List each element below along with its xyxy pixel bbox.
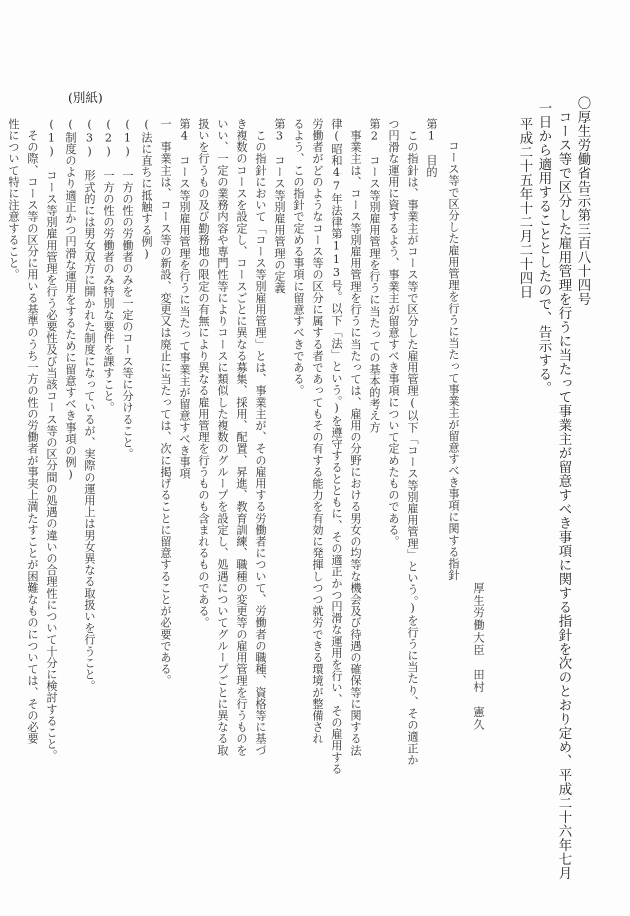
section-3-line-3: いい、一定の業務内容や専門性等によりコースに類似した複数のグループを設定し、処遇についてグループごとに異なる取 [216,118,229,756]
section-2-line-3: 労働者がどのようなコース等の区分に属する者であってもその有する能力を有効に発揮しつつ就労できる環境が整備され [311,118,324,745]
section-2-heading: 第2 コース等別雇用管理を行うに当たっての基本的考え方 [368,118,381,433]
notice-date: 平成二十五年十二月二十四日 [517,103,532,299]
section-1-heading: 第1 目的 [425,118,438,178]
preamble-line-2: 一日から適用することとしたので、告示する。 [536,101,551,395]
section-3-line-2: き複数のコースを設定し、コースごとに異なる募集、採用、配置、昇進、教育訓練、職種の変更等の雇用管理を行うものを [235,118,248,756]
section-4-line-4: (2) 一方の性の労働者のみ特別な要件を課すこと。 [102,118,115,414]
section-4-line-6: (制度のより適正かつ円滑な運用をするために留意すべき事項の例) [64,118,77,482]
section-4-line-5: (3) 形式的には男女双方に開かれた制度になっているが、実際の運用上は男女異なる取扱いを行うこと。 [83,118,96,692]
annex-label: (別紙) [68,90,103,105]
section-3-heading: 第3 コース等別雇用管理の定義 [273,118,286,294]
section-1-line-2: つ円滑な運用に資するよう、事業主が留意すべき事項について定めたものである。 [387,118,400,548]
section-3-line-1: この指針において「コース等別雇用管理」とは、事業主が、その雇用する労働者について、労働者の職種、資格等に基づ [254,118,267,756]
section-3-line-4: 扱いを行うもの及び勤務地の限定の有無により異なる雇用管理を行うものも含まれるものである。 [197,118,210,629]
section-4-line-2: (法に直ちに抵触する例) [140,118,153,261]
section-2-line-1: 事業主は、コース等別雇用管理を行うに当たっては、雇用の分野における男女の均等な機会及び待遇の確保等に関する法 [349,118,362,756]
section-1-line-1: この指針は、事業主がコース等で区分した雇用管理(以下「コース等別雇用管理」という。)を行うに当たり、その適正か [406,118,419,766]
section-2-line-2: 律(昭和47年法律第113号。以下「法」という。)を遵守するとともに、その適正かつ円滑な運用を行い、その雇用する [330,118,343,775]
section-4-heading: 第4 コース等別雇用管理を行うに当たって事業主が留意すべき事項 [178,118,191,480]
section-4-line-3: (1) 一方の性の労働者のみを一定のコース等に分けること。 [121,118,134,460]
minister-signature: 厚生労働大臣 田村 憲久 [472,582,485,731]
notice-number: 〇厚生労働省告示第三百八十四号 [575,96,590,306]
section-4-line-8: その際、コース等の区分に用いる基準のうち一方の性の労働者が事実上満たすことが困難なものについては、その必要 [26,118,39,745]
section-4-line-7: (1) コース等別雇用管理を行う必要性及び当該コース等の区分間の処遇の違いの合理性について十分に検討すること。 [45,118,58,762]
preamble-line-1: コース等で区分した雇用管理を行うに当たって事業主が留意すべき事項に関する指針を次のとおり定め、平成二十六年七月 [556,96,571,880]
section-4-line-1: 一 事業主は、コース等の新設、変更又は廃止に当たっては、次に掲げることに留意することが必要である。 [159,118,172,687]
guideline-title: コース等で区分した雇用管理を行うに当たって事業主が留意すべき事項に関する指針 [447,140,460,581]
section-2-line-4: るよう、この指針で定める事項に留意すべきである。 [292,118,305,397]
section-4-line-9: 性について特に注意すること。 [7,118,20,281]
